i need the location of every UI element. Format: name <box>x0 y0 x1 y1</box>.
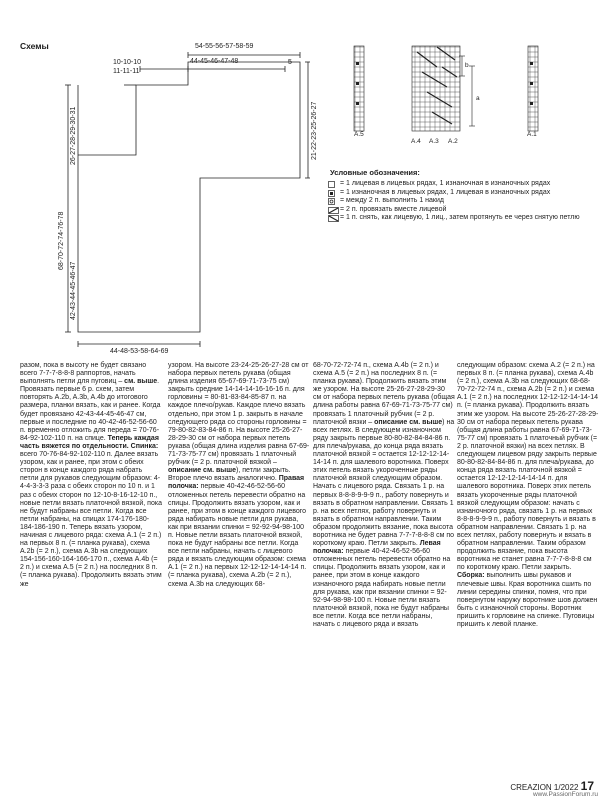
text-segment: ) на всех петлях. В следующем изнаночном ряду закрыть первые 80-80-82-84-84-86 п. для плеча/рукава, до конца ряда вязать платочной вязкой = остается 12-12-12-14-14-14 п. для шалевого воротника. Поверх этих петель вязать укороченные ряды платочной вязкой следующим образом. Начать с лицевого ряда. Связать 1 р. на первых 8-8-8-9-9-9 п., работу повернуть и вязать в обратном направлении. Связать 1 р. на всех петлях, работу повернуть и вязать в обратном направлении. Таким образом продолжить вязание, пока высота воротника не будет равна 7-7-7-8-8-8 см по короткому краю. Петли закрыть. <box>313 418 455 548</box>
dim-top-mid1: 10-10-10 <box>113 59 142 66</box>
legend-item: = между 2 п. выполнить 1 накид <box>328 197 593 206</box>
text-segment: Сборка: <box>457 572 485 580</box>
text-column-1 <box>20 362 162 589</box>
legend-title: Условные обозначения: <box>330 168 420 177</box>
dim-top-mid2: 11-11-11 <box>113 68 140 75</box>
chart-label-b: b <box>465 62 469 69</box>
skpo-icon <box>328 214 340 223</box>
dim-bottom: 44-48-53-58-64-69 <box>110 348 169 355</box>
text-segment: следующим образом: схема A.2 (= 2 п.) на первых 8 п. (= планка рукава), схема A.4b (= 2 п.), схема A.3b на следующих 68-68-70-72-72-74 п., схема A.2b (= 2 п.) и схема A.1 (= 2 п.) на последних 12-12-12-14-14-14 п. (= планка рукава). Продолжить вязать этим же узором. На высоте 25-26-27-28-29-30 см от набора первых петель рукава (общая длина работы равна 67-69-71-73-75-77 см) провязать 1 платочный рубчик (= 2 р. платочной вязки) на всех петлях. В следующем лицевом ряду закрыть первые 80-80-82-84-84-86 п. для плеча/рукава, до конца ряда вязать платочной вязкой = остается 12-12-12-14-14-14 п. для шалевого воротника. Поверх этих петель вязать укороченные ряды платочной вязкой следующим образом: начать с изнаночного ряда, связать 1 р. на первых 8-8-8-9-9-9 п., работу повернуть и вязать в обратном направлении. Связать 1 р. на всех петлях, работу повернуть и вязать в обратном направлении. Таким образом продолжить вязание, пока высота воротника не станет равна 7-7-7-8-8-8 см по короткому краю. Петли закрыть. <box>457 362 599 572</box>
chart-label-a: a <box>476 95 480 102</box>
text-segment: Теперь каждая часть вяжется по отдельности. <box>20 434 159 450</box>
schemes-title: Схемы <box>20 41 49 51</box>
text-segment: . Провязать первые 6 р. схем, затем повторять A.2b, A.3b, A.4b до итогового размера, планки вязать, как и ранее. Когда будет провязано 42-43-44-45-46-47 см, первые и последние по 40-42-46-52-56-60 п. временно отложить для переда = 70-76-84-92-102-110 п. на спице. <box>20 378 161 442</box>
text-segment: разом, пока в высоту не будет связано всего 7-7-7-8-8-8 раппортов, начать выполнять петли для пуговиц – <box>20 362 147 386</box>
text-segment: описание см. выше <box>374 418 443 426</box>
dim-five: 5 <box>288 59 292 66</box>
legend-item: = 2 п. провязать вместе лицевой <box>328 206 593 215</box>
knitting-chart <box>350 42 600 142</box>
text-segment: выполнить швы рукавов и плечевые швы. Края воротника сшить по линии середины спинки, помня, что при повернутом наружу воротнике шов должен быть с изнаночной стороны. Воротник пришить к горловине на спинке. Пуговицы пришить к левой планке. <box>457 572 598 628</box>
k2tog-icon <box>328 206 340 215</box>
knit-stitch-icon <box>328 180 340 189</box>
text-segment: всего 70-76-84-92-102-110 п. Далее вязать узором, как и ранее, при этом с обеих сторон в конце каждого ряда набрать петли для рукавов следующим образом: 4-4-4-3-3-3 раза с обеих сторон по 10 п. и 1 раз с обеих сторон по 12-10-8-16-12-10 п., новые петли вязать платочной вязкой, пока не будут набраны все петли. Когда все петли набраны, на спицах 174-176-180-184-186-190 п. Теперь вязать узором, начиная с лицевого ряда: схема A.1 (= 2 п.) на первых 8 п. (= планка рукава), схема A.2b (= 2 п.), схема A.3b на следующих 154-156-160-164-166-170 п., схема A.4b (= 2 п.) и схема A.5 (= 2 п.) на последних 8 п. (= планка рукава). Продолжить вязать этим же <box>20 451 162 588</box>
purl-stitch-icon <box>328 189 340 198</box>
dim-top-right: 54-55-56-57-58-59 <box>195 43 254 50</box>
chart-label-a3: A.3 <box>429 138 439 145</box>
chart-label-a4: A.4 <box>411 138 421 145</box>
chart-label-a1: A.1 <box>527 131 537 138</box>
text-column-4 <box>457 362 599 629</box>
text-segment: первые 40-42-46-52-56-60 отложенных петель перевести обратно на спицы. Продолжить вязать узором, как и ранее, при этом в конце каждого лицевого ряда набирать новые петли для рукава, как при вязании спинки = 92-92-94-98-100 п. Новые петли вязать платочной вязкой, пока не будут набраны все петли. Когда все петли набраны, начать с лицевого ряда и вязать следующим образом: схема A.1 (= 2 п.) на первых 12-12-12-14-14-14 п. (= планка рукава), схема A.2b (= 2 п.), схема A.3b на следующих 68- <box>168 483 307 588</box>
text-segment: см. выше <box>124 378 158 386</box>
text-segment: узором. На высоте 23-24-25-26-27-28 см от набора первых петель рукава (общая длина изделия 65-67-69-71-73-75 см) закрыть средние 14-14-14-16-16-16 п. для горловины = 80-81-83-84-85-87 п. на каждое плечо/рукав. Каждое плечо вязать отдельно, при этом 1 р. закрыть в начале следующего ряда со стороны горловины = 79-80-82-83-84-86 п. На высоте 25-26-27-28-29-30 см от набора первых петель рукава (общая длина изделия равна 67-69-71-73-75-77 см) провязать 1 платочный рубчик (= 2 р. платочной вязкой – <box>168 362 310 467</box>
text-segment: Левая полочка: <box>313 540 441 556</box>
dim-left-total: 68-70-72-74-76-78 <box>58 211 65 270</box>
legend-item: = 1 п. снять, как лицевую, 1 лиц., затем протянуть ее через снятую петлю <box>328 214 593 223</box>
text-segment: описание см. выше <box>168 467 237 475</box>
dim-left-lower: 42-43-44-45-46-47 <box>70 261 77 320</box>
watermark: www.PassionForum.ru <box>532 791 598 798</box>
garment-outline-diagram <box>60 50 310 360</box>
page-number: 17 <box>580 779 594 793</box>
chart-label-a2: A.2 <box>448 138 458 145</box>
text-segment: Спинка: <box>130 442 159 450</box>
text-segment: Правая полочка: <box>168 475 305 491</box>
text-segment: ), петли закрыть. Второе плечо вязать аналогично. <box>168 467 291 483</box>
dim-left-upper: 26-27-28-29-30-31 <box>70 106 77 165</box>
legend-item: = 1 изнаночная в лицевых рядах, 1 лицевая в изнаночных рядах <box>328 189 593 198</box>
text-segment: первые 40-42-46-52-56-60 отложенных петель перевести обратно на спицы. Продолжить вязать узором, как и ранее, при этом в конце каждого изнаночного ряда набирать новые петли для рукава, как при вязании спинки = 92-92-94-98-98-100 п. Новые петли вязать платочной вязкой, пока не будут набраны все петли. Когда все петли набраны, начать с лицевого ряда и вязать <box>313 548 451 628</box>
magazine-issue: CREAZION 1/2022 <box>510 783 579 792</box>
yarn-over-icon <box>328 197 340 206</box>
text-segment: 68-70-72-72-74 п., схема A.4b (= 2 п.) и схема A.5 (= 2 п.) на последних 8 п. (= планка рукава). Продолжить вязать этим же узором. На высоте 25-26-27-28-29-30 см от набора первых петель рукава (общая длина работы равна 67-69-71-73-75-77 см) провязать 1 платочный рубчик (= 2 р. платочной вязки – <box>313 362 455 426</box>
legend <box>328 180 593 223</box>
text-column-3 <box>313 362 455 629</box>
text-column-2 <box>168 362 310 589</box>
dim-right-vertical: 21-22-23-25-26-27 <box>311 101 318 160</box>
chart-label-a5: A.5 <box>354 131 364 138</box>
legend-item: = 1 лицевая в лицевых рядах, 1 изнаночная в изнаночных рядах <box>328 180 593 189</box>
dim-top-mid3: 44-45-46-47-48 <box>190 58 239 65</box>
